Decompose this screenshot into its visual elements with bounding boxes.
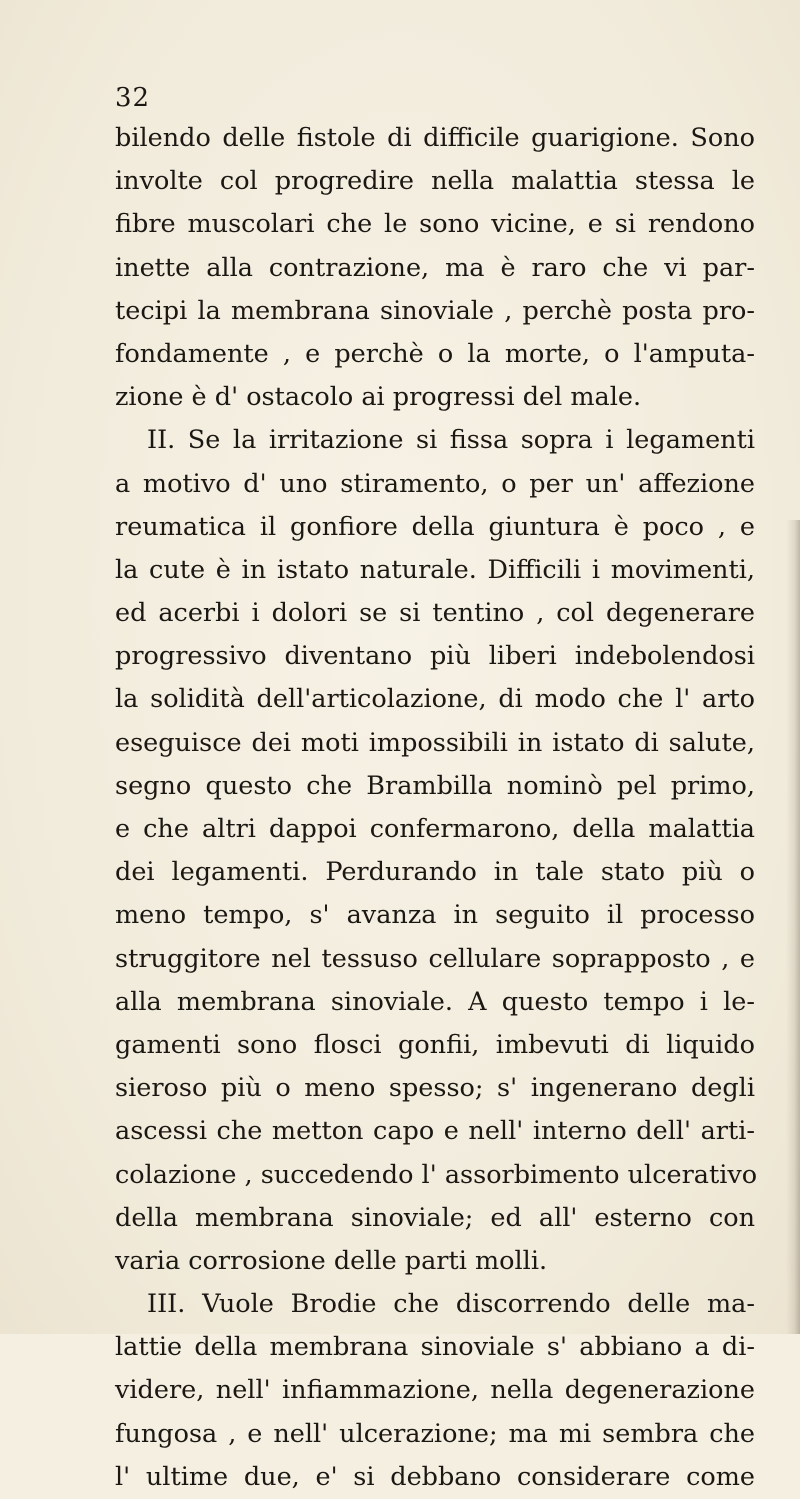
text-line: fibre muscolari che le sono vicine, e si rendono xyxy=(115,209,755,240)
text-line: lattie della membrana sinoviale s' abbiano a di- xyxy=(115,1332,755,1363)
text-line: zione è d' ostacolo ai progressi del male. xyxy=(115,382,642,413)
text-line: alla membrana sinoviale. A questo tempo i le- xyxy=(115,986,755,1017)
text-line: reumatica il gonfiore della giuntura è poco , e xyxy=(115,511,755,542)
text-line: sieroso più o meno spesso; s' ingenerano degli xyxy=(115,1073,755,1104)
text-line: colazione , succedendo l' assorbimento ulcerativo xyxy=(115,1159,758,1190)
text-line-paragraph-start: II. Se la irritazione si fissa sopra i legamenti xyxy=(147,425,755,456)
text-line: della membrana sinoviale; ed all' esterno con xyxy=(115,1202,755,1233)
text-line: dei legamenti. Perdurando in tale stato più o xyxy=(115,857,755,888)
text-line: gamenti sono flosci gonfii, imbevuti di liquido xyxy=(115,1029,755,1060)
text-line: struggitore nel tessuso cellulare soprapposto , e xyxy=(115,943,755,974)
page-number: 32 xyxy=(115,83,151,113)
text-line-paragraph-start: III. Vuole Brodie che discorrendo delle ma- xyxy=(147,1289,755,1320)
text-line: fungosa , e nell' ulcerazione; ma mi sembra che xyxy=(115,1418,755,1449)
text-line: meno tempo, s' avanza in seguito il processo xyxy=(115,900,755,931)
text-line: ascessi che metton capo e nell' interno dell' arti- xyxy=(115,1116,755,1147)
text-line: progressivo diventano più liberi indebolendosi xyxy=(115,641,755,672)
text-line: la solidità dell'articolazione, di modo che l' arto xyxy=(115,684,755,715)
text-line: a motivo d' uno stiramento, o per un' affezione xyxy=(115,468,755,499)
text-line: e che altri dappoi confermarono, della malattia xyxy=(115,814,755,844)
text-line: segno questo che Brambilla nominò pel primo, xyxy=(115,770,755,801)
text-line: fondamente , e perchè o la morte, o l'amputa- xyxy=(115,338,755,369)
body-text xyxy=(115,117,758,1499)
text-line: inette alla contrazione, ma è raro che vi par- xyxy=(115,252,755,283)
text-line: eseguisce dei moti impossibili in istato di salute, xyxy=(115,727,755,758)
text-line: la cute è in istato naturale. Difficili i movimenti, xyxy=(115,554,755,585)
text-line: varia corrosione delle parti molli. xyxy=(115,1245,548,1276)
text-line: videre, nell' infiammazione, nella degenerazione xyxy=(115,1375,755,1406)
text-line: ed acerbi i dolori se si tentino , col degenerare xyxy=(115,598,755,629)
text-line: l' ultime due, e' si debbano considerare come xyxy=(115,1461,755,1492)
page-edge-shadow xyxy=(786,520,800,1334)
text-line: involte col progredire nella malattia stessa le xyxy=(115,166,755,197)
text-line: tecipi la membrana sinoviale , perchè posta pro- xyxy=(115,295,755,326)
text-line: bilendo delle fistole di difficile guarigione. Sono xyxy=(115,123,755,153)
